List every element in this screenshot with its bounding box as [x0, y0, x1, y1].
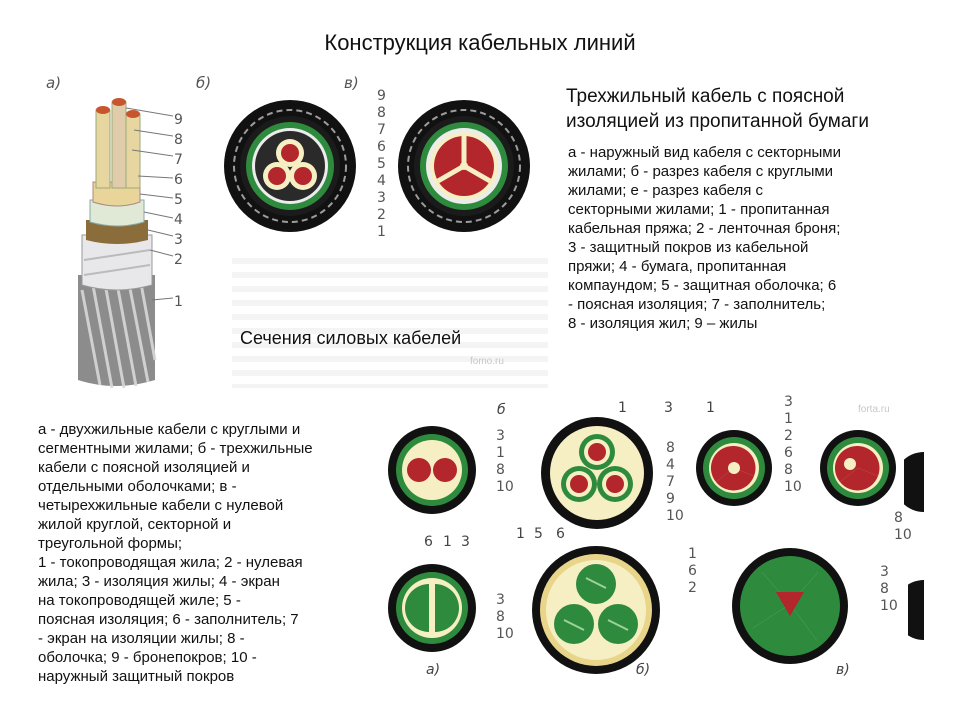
num-label: 3	[174, 232, 183, 248]
num-label: 4	[174, 212, 183, 228]
labels-v3-right	[880, 564, 898, 615]
label-a2-3: 3	[461, 534, 470, 550]
labels-v3-side	[688, 546, 697, 597]
section-a-round	[386, 424, 478, 516]
label-b2-5: 5	[534, 526, 543, 542]
num-label: 3	[496, 592, 505, 608]
label-a: а)	[46, 74, 62, 92]
num-label: 10	[880, 598, 898, 614]
num-label: 2	[784, 428, 793, 444]
watermark: fomo.ru	[470, 356, 504, 367]
num-label: 5	[174, 192, 183, 208]
section-a-segment	[386, 562, 478, 654]
section-b-three-core	[538, 414, 656, 532]
section-v-partial	[904, 452, 924, 512]
label-b: б)	[196, 74, 212, 92]
num-label: 2	[377, 207, 386, 223]
num-label: 1	[688, 546, 697, 562]
labels-a2-side	[496, 592, 514, 643]
num-label: 10	[496, 479, 514, 495]
num-label: 7	[666, 474, 675, 490]
num-label: 7	[377, 122, 386, 138]
label-b-top: б	[497, 402, 506, 418]
section-number-column	[377, 88, 386, 241]
label-b2-1: 1	[516, 526, 525, 542]
num-label: 9	[174, 112, 183, 128]
num-label: 7	[174, 152, 183, 168]
num-label: 8	[496, 609, 505, 625]
num-label: 8	[894, 510, 903, 526]
label-a2-6: 6	[424, 534, 433, 550]
num-label: 6	[784, 445, 793, 461]
num-label: 10	[784, 479, 802, 495]
cable-heading: Трехжильный кабель с поясной изоляцией из пропитанной бумаги	[566, 86, 869, 132]
cable-number-column	[174, 110, 183, 312]
section-v-four-core-1	[694, 428, 774, 508]
sections-description: а - двухжильные кабели с круглыми и сегментными жилами; б - трехжильные кабели с поясной изоляцией и отдельными оболочками; в - четырехжильные кабели с нулевой жилой круглой, секторной и треугольной формы; 1 - токопроводящая жила; 2 - нулевая жила; 3 - изоляция жилы; 4 - экран на токопроводящей жиле; 5 - поясная изоляция; 6 - заполнитель; 7 - экран на изоляции жилы; 8 - оболочка; 9 - бронепокров; 10 - наружный защитный покров	[38, 421, 313, 685]
num-label: 5	[377, 156, 386, 172]
sections-caption: Сечения силовых кабелей	[240, 328, 462, 348]
num-label: 1	[496, 445, 505, 461]
page-title: Конструкция кабельных линий	[324, 30, 636, 55]
num-label: 8	[784, 462, 793, 478]
label-bottom-b: б)	[636, 662, 651, 678]
num-label: 8	[666, 440, 675, 456]
num-label: 8	[174, 132, 183, 148]
cross-section-round-cores	[222, 96, 358, 236]
cross-section-sector-cores	[396, 96, 532, 236]
section-v-four-core-2	[818, 428, 898, 508]
num-label: 3	[496, 428, 505, 444]
section-v-triangular	[710, 546, 870, 666]
labels-v-right	[894, 510, 912, 544]
num-label: 8	[880, 581, 889, 597]
labels-a1	[496, 428, 514, 496]
label-a2-1: 1	[443, 534, 452, 550]
num-label: 4	[666, 457, 675, 473]
section-v-partial-2	[908, 580, 924, 640]
labels-b-side	[666, 440, 684, 525]
num-label: 9	[666, 491, 675, 507]
num-label: 10	[496, 626, 514, 642]
section-b-sector	[530, 544, 662, 676]
label-bottom-v: в)	[836, 662, 850, 678]
num-label: 2	[688, 580, 697, 596]
num-label: 3	[880, 564, 889, 580]
label-b2-6: 6	[556, 526, 565, 542]
num-label: 6	[688, 563, 697, 579]
num-label: 8	[377, 105, 386, 121]
watermark: forta.ru	[858, 404, 890, 415]
label-bottom-a: а)	[426, 662, 441, 678]
num-label: 1	[377, 224, 386, 240]
num-label: 6	[377, 139, 386, 155]
num-label: 4	[377, 173, 386, 189]
num-label: 2	[174, 252, 183, 268]
num-label: 8	[496, 462, 505, 478]
num-label: 3	[377, 190, 386, 206]
num-label: 10	[666, 508, 684, 524]
num-label: 1	[174, 294, 183, 310]
num-label: 10	[894, 527, 912, 543]
num-label: 6	[174, 172, 183, 188]
num-label: 1	[784, 411, 793, 427]
num-label: 3	[784, 394, 793, 410]
label-b-1: 1	[618, 400, 627, 416]
num-label: 9	[377, 88, 386, 104]
label-v1-1: 1	[706, 400, 715, 416]
faded-background-text	[232, 258, 548, 388]
labels-v1-side	[784, 394, 802, 496]
label-b-3: 3	[664, 400, 673, 416]
cable-description: а - наружный вид кабеля с секторными жилами; б - разрез кабеля с круглыми жилами; е - разрез кабеля с секторными жилами; 1 - пропитанная кабельная пряжа; 2 - ленточная броня; 3 - защитный покров из кабельной пряжи; 4 - бумага, пропитанная компаундом; 5 - защитная оболочка; 6 - поясная изоляция; 7 - заполнитель; 8 - изоляция жил; 9 – жилы	[568, 144, 841, 332]
label-v: в)	[344, 74, 359, 92]
